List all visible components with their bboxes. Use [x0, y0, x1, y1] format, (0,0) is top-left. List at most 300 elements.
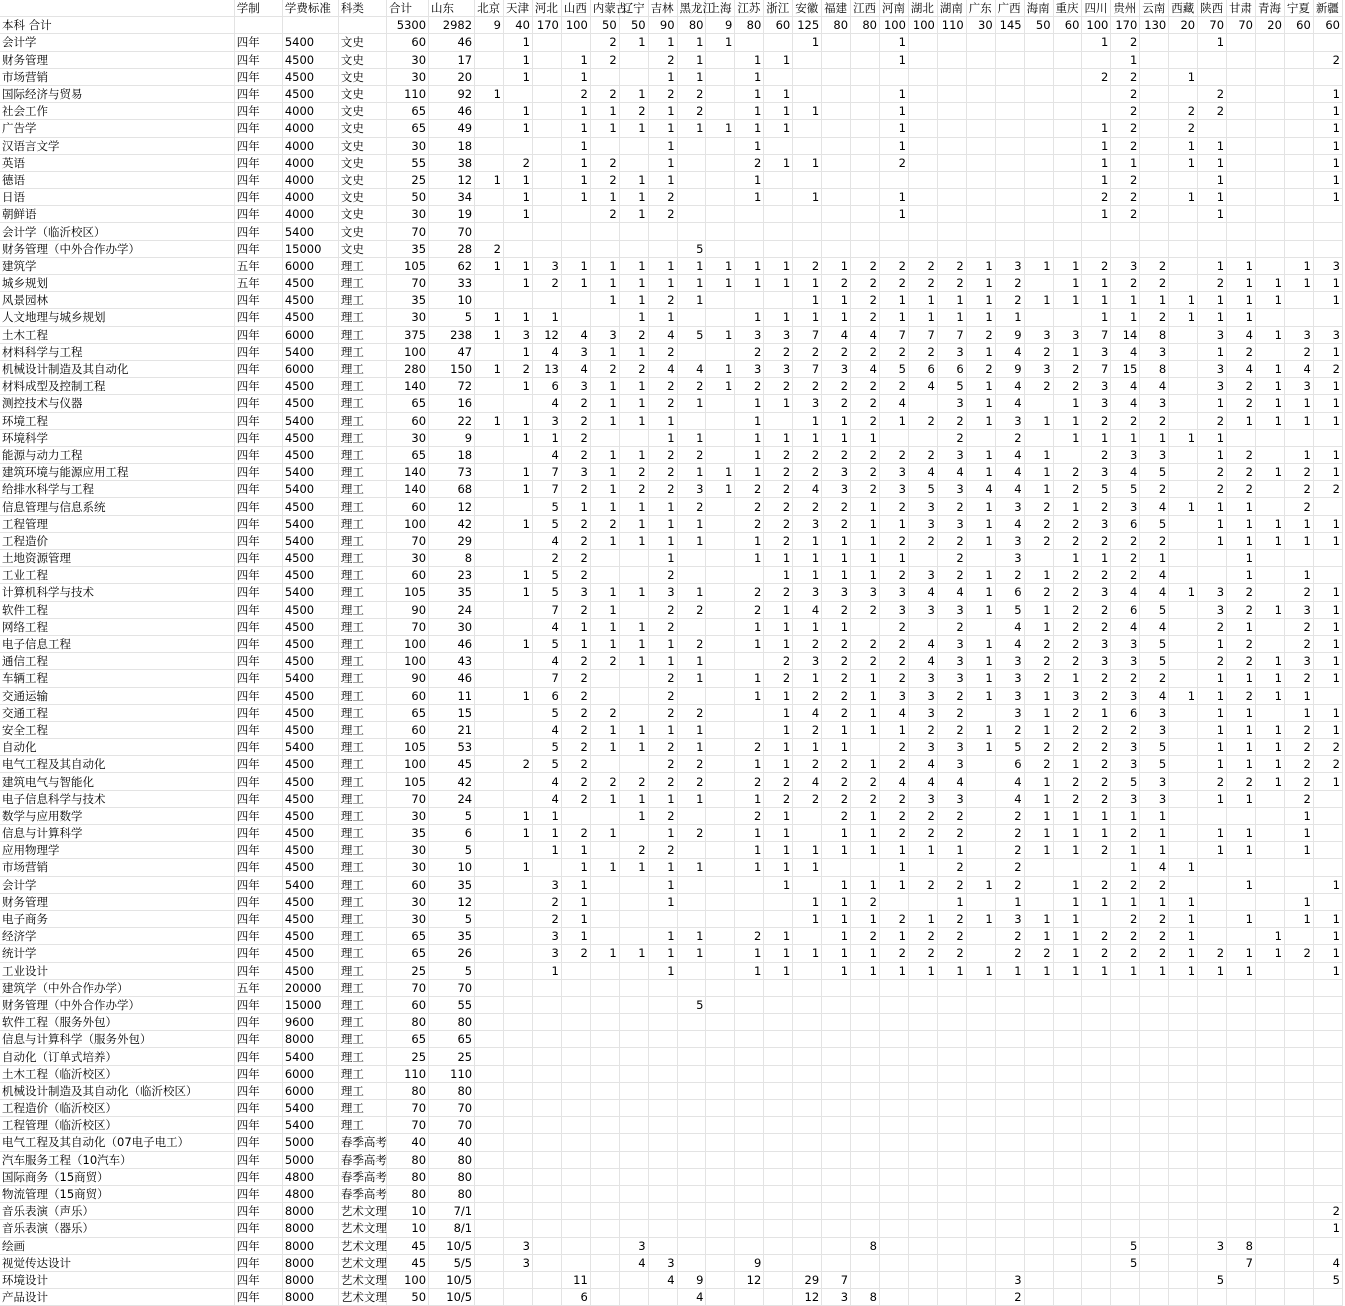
province-count[interactable]: [590, 1065, 619, 1082]
province-count[interactable]: [504, 292, 533, 309]
tuition[interactable]: 4500: [282, 618, 338, 635]
province-count[interactable]: 3: [1313, 257, 1342, 274]
shandong[interactable]: 5/5: [429, 1254, 475, 1271]
province-count[interactable]: 1: [1082, 120, 1111, 137]
province-count[interactable]: 3: [1111, 687, 1140, 704]
province-count[interactable]: [1227, 120, 1256, 137]
province-count[interactable]: 1: [1024, 567, 1053, 584]
province-count[interactable]: 2: [648, 739, 677, 756]
province-count[interactable]: [1198, 1117, 1227, 1134]
province-count[interactable]: [1169, 1082, 1198, 1099]
province-count[interactable]: 2: [1053, 773, 1082, 790]
province-count[interactable]: 1: [561, 51, 590, 68]
province-count[interactable]: 1: [822, 550, 851, 567]
province-count[interactable]: 2: [793, 721, 822, 738]
province-count[interactable]: 3: [1198, 378, 1227, 395]
shandong[interactable]: 5: [429, 910, 475, 927]
province-count[interactable]: [1313, 893, 1342, 910]
province-count[interactable]: 1: [619, 498, 648, 515]
province-count[interactable]: 2: [1111, 721, 1140, 738]
header-province[interactable]: 江苏: [735, 0, 764, 17]
province-count[interactable]: 1: [822, 721, 851, 738]
province-count[interactable]: [1140, 240, 1169, 257]
province-count[interactable]: [619, 1185, 648, 1202]
province-count[interactable]: [1227, 429, 1256, 446]
province-count[interactable]: [1255, 1168, 1284, 1185]
tuition[interactable]: 8000: [282, 1031, 338, 1048]
province-count[interactable]: 7: [822, 1271, 851, 1288]
province-count[interactable]: [561, 1117, 590, 1134]
province-count[interactable]: 1: [1198, 687, 1227, 704]
province-count[interactable]: [908, 1220, 937, 1237]
province-count[interactable]: [1255, 876, 1284, 893]
province-count[interactable]: [1024, 1065, 1053, 1082]
tuition[interactable]: 4000: [282, 103, 338, 120]
category[interactable]: 理工: [338, 292, 386, 309]
province-count[interactable]: 1: [590, 584, 619, 601]
province-count[interactable]: [504, 601, 533, 618]
province-count[interactable]: [475, 1151, 504, 1168]
major-name[interactable]: 信息管理与信息系统: [0, 498, 234, 515]
province-count[interactable]: [475, 275, 504, 292]
province-count[interactable]: 1: [735, 257, 764, 274]
province-count[interactable]: [475, 876, 504, 893]
province-count[interactable]: 1: [735, 120, 764, 137]
province-count[interactable]: [1313, 1151, 1342, 1168]
province-count[interactable]: [619, 1031, 648, 1048]
province-count[interactable]: 1: [822, 842, 851, 859]
province-count[interactable]: [879, 1168, 908, 1185]
province-count[interactable]: [851, 103, 880, 120]
province-count[interactable]: [995, 1117, 1024, 1134]
totals-province[interactable]: 80: [735, 17, 764, 34]
province-count[interactable]: [1082, 1185, 1111, 1202]
province-count[interactable]: [822, 1237, 851, 1254]
major-name[interactable]: 会计学: [0, 876, 234, 893]
province-count[interactable]: [1053, 1271, 1082, 1288]
province-count[interactable]: [677, 1048, 706, 1065]
province-count[interactable]: [966, 1065, 995, 1082]
province-count[interactable]: 2: [475, 240, 504, 257]
province-count[interactable]: 1: [1111, 842, 1140, 859]
province-count[interactable]: [1140, 189, 1169, 206]
province-count[interactable]: [1227, 928, 1256, 945]
province-count[interactable]: [706, 154, 735, 171]
province-count[interactable]: 8: [1140, 360, 1169, 377]
province-count[interactable]: [504, 893, 533, 910]
province-count[interactable]: [1284, 189, 1313, 206]
header-province[interactable]: 吉林: [648, 0, 677, 17]
province-count[interactable]: [706, 292, 735, 309]
province-count[interactable]: 2: [735, 515, 764, 532]
province-count[interactable]: 4: [532, 446, 561, 463]
province-count[interactable]: 4: [966, 481, 995, 498]
province-count[interactable]: 3: [879, 464, 908, 481]
province-count[interactable]: 1: [822, 257, 851, 274]
shandong[interactable]: 7/1: [429, 1203, 475, 1220]
province-count[interactable]: [504, 1117, 533, 1134]
major-name[interactable]: 经济学: [0, 928, 234, 945]
province-count[interactable]: [706, 653, 735, 670]
province-count[interactable]: [735, 1048, 764, 1065]
totals-province[interactable]: 80: [851, 17, 880, 34]
province-count[interactable]: [706, 842, 735, 859]
province-count[interactable]: [851, 739, 880, 756]
province-count[interactable]: [1053, 189, 1082, 206]
province-count[interactable]: 5: [532, 704, 561, 721]
tuition[interactable]: 5000: [282, 1151, 338, 1168]
province-count[interactable]: [504, 223, 533, 240]
province-count[interactable]: [1284, 859, 1313, 876]
province-count[interactable]: 1: [764, 120, 793, 137]
province-count[interactable]: 1: [1313, 137, 1342, 154]
province-count[interactable]: 1: [1284, 842, 1313, 859]
province-count[interactable]: [475, 584, 504, 601]
province-count[interactable]: 2: [851, 773, 880, 790]
duration[interactable]: 四年: [234, 85, 282, 102]
province-count[interactable]: 1: [1284, 567, 1313, 584]
province-count[interactable]: [966, 807, 995, 824]
province-count[interactable]: 3: [995, 910, 1024, 927]
province-count[interactable]: [1227, 1168, 1256, 1185]
province-count[interactable]: [851, 206, 880, 223]
province-count[interactable]: 1: [879, 85, 908, 102]
province-count[interactable]: [1198, 979, 1227, 996]
province-count[interactable]: 3: [1198, 326, 1227, 343]
province-count[interactable]: 5: [1140, 464, 1169, 481]
province-count[interactable]: [706, 928, 735, 945]
province-count[interactable]: 1: [966, 464, 995, 481]
total[interactable]: 30: [386, 51, 428, 68]
province-count[interactable]: [995, 223, 1024, 240]
province-count[interactable]: [1082, 85, 1111, 102]
province-count[interactable]: 2: [995, 928, 1024, 945]
province-count[interactable]: [822, 34, 851, 51]
province-count[interactable]: 3: [879, 584, 908, 601]
province-count[interactable]: [619, 979, 648, 996]
province-count[interactable]: 1: [504, 567, 533, 584]
province-count[interactable]: 2: [1284, 739, 1313, 756]
province-count[interactable]: [937, 103, 966, 120]
province-count[interactable]: [532, 171, 561, 188]
province-count[interactable]: 4: [532, 653, 561, 670]
province-count[interactable]: 2: [648, 687, 677, 704]
province-count[interactable]: 2: [822, 446, 851, 463]
province-count[interactable]: 1: [1255, 378, 1284, 395]
province-count[interactable]: [706, 68, 735, 85]
major-name[interactable]: 信息与计算科学（服务外包）: [0, 1031, 234, 1048]
province-count[interactable]: [937, 206, 966, 223]
tuition[interactable]: 4500: [282, 790, 338, 807]
province-count[interactable]: [619, 687, 648, 704]
category[interactable]: 理工: [338, 550, 386, 567]
duration[interactable]: 四年: [234, 412, 282, 429]
province-count[interactable]: 2: [648, 343, 677, 360]
province-count[interactable]: [908, 979, 937, 996]
category[interactable]: 理工: [338, 962, 386, 979]
province-count[interactable]: [851, 1065, 880, 1082]
province-count[interactable]: [1111, 1100, 1140, 1117]
province-count[interactable]: 1: [561, 842, 590, 859]
province-count[interactable]: [561, 1203, 590, 1220]
province-count[interactable]: 2: [879, 446, 908, 463]
province-count[interactable]: [793, 206, 822, 223]
province-count[interactable]: 2: [1111, 275, 1140, 292]
province-count[interactable]: [677, 807, 706, 824]
province-count[interactable]: [937, 979, 966, 996]
province-count[interactable]: [532, 1254, 561, 1271]
province-count[interactable]: [475, 446, 504, 463]
province-count[interactable]: [1024, 395, 1053, 412]
province-count[interactable]: [475, 945, 504, 962]
province-count[interactable]: 1: [822, 928, 851, 945]
province-count[interactable]: 2: [1198, 412, 1227, 429]
province-count[interactable]: [822, 223, 851, 240]
province-count[interactable]: 1: [764, 721, 793, 738]
province-count[interactable]: 1: [966, 257, 995, 274]
province-count[interactable]: [561, 309, 590, 326]
province-count[interactable]: 1: [764, 635, 793, 652]
province-count[interactable]: 1: [735, 618, 764, 635]
province-count[interactable]: [504, 704, 533, 721]
province-count[interactable]: 1: [735, 103, 764, 120]
province-count[interactable]: 2: [648, 601, 677, 618]
province-count[interactable]: [619, 1203, 648, 1220]
province-count[interactable]: 1: [706, 326, 735, 343]
province-count[interactable]: [1169, 635, 1198, 652]
province-count[interactable]: 1: [1255, 721, 1284, 738]
province-count[interactable]: 1: [619, 635, 648, 652]
province-count[interactable]: [793, 1237, 822, 1254]
province-count[interactable]: 15: [1111, 360, 1140, 377]
province-count[interactable]: 2: [822, 704, 851, 721]
province-count[interactable]: [590, 68, 619, 85]
province-count[interactable]: 1: [851, 515, 880, 532]
province-count[interactable]: 2: [590, 515, 619, 532]
province-count[interactable]: [735, 1082, 764, 1099]
province-count[interactable]: [1082, 240, 1111, 257]
province-count[interactable]: [793, 1254, 822, 1271]
province-count[interactable]: [1053, 223, 1082, 240]
province-count[interactable]: 4: [1313, 1254, 1342, 1271]
shandong[interactable]: 12: [429, 171, 475, 188]
province-count[interactable]: 1: [735, 532, 764, 549]
province-count[interactable]: 3: [937, 515, 966, 532]
province-count[interactable]: 1: [851, 567, 880, 584]
province-count[interactable]: 3: [1284, 601, 1313, 618]
province-count[interactable]: 4: [937, 584, 966, 601]
province-count[interactable]: 4: [908, 756, 937, 773]
category[interactable]: 理工: [338, 859, 386, 876]
province-count[interactable]: 2: [561, 567, 590, 584]
province-count[interactable]: [706, 1168, 735, 1185]
tuition[interactable]: 4500: [282, 429, 338, 446]
province-count[interactable]: 1: [735, 275, 764, 292]
province-count[interactable]: [532, 1237, 561, 1254]
province-count[interactable]: 4: [619, 1254, 648, 1271]
province-count[interactable]: [1024, 68, 1053, 85]
province-count[interactable]: [937, 240, 966, 257]
province-count[interactable]: [1255, 790, 1284, 807]
total[interactable]: 30: [386, 137, 428, 154]
province-count[interactable]: 1: [851, 670, 880, 687]
province-count[interactable]: [1227, 223, 1256, 240]
major-name[interactable]: 电子信息科学与技术: [0, 790, 234, 807]
province-count[interactable]: [1255, 343, 1284, 360]
province-count[interactable]: 1: [1313, 962, 1342, 979]
province-count[interactable]: [677, 876, 706, 893]
province-count[interactable]: 1: [1169, 189, 1198, 206]
province-count[interactable]: [1082, 1117, 1111, 1134]
province-count[interactable]: [879, 1220, 908, 1237]
province-count[interactable]: [1227, 240, 1256, 257]
province-count[interactable]: [966, 859, 995, 876]
header-total[interactable]: 合计: [386, 0, 428, 17]
province-count[interactable]: [1082, 1100, 1111, 1117]
province-count[interactable]: 1: [735, 85, 764, 102]
province-count[interactable]: [822, 1014, 851, 1031]
category[interactable]: 春季高考: [338, 1185, 386, 1202]
province-count[interactable]: [475, 1014, 504, 1031]
province-count[interactable]: [937, 1048, 966, 1065]
province-count[interactable]: [1255, 1203, 1284, 1220]
duration[interactable]: 四年: [234, 1185, 282, 1202]
province-count[interactable]: 2: [1053, 790, 1082, 807]
province-count[interactable]: [1140, 1134, 1169, 1151]
province-count[interactable]: [1198, 1048, 1227, 1065]
province-count[interactable]: 1: [648, 275, 677, 292]
province-count[interactable]: [908, 171, 937, 188]
province-count[interactable]: 2: [966, 360, 995, 377]
province-count[interactable]: [1227, 137, 1256, 154]
province-count[interactable]: 1: [966, 910, 995, 927]
province-count[interactable]: [966, 1237, 995, 1254]
province-count[interactable]: 1: [937, 893, 966, 910]
province-count[interactable]: [822, 1203, 851, 1220]
province-count[interactable]: 2: [561, 739, 590, 756]
province-count[interactable]: 1: [995, 893, 1024, 910]
shandong[interactable]: 24: [429, 790, 475, 807]
province-count[interactable]: [561, 807, 590, 824]
province-count[interactable]: 2: [1082, 412, 1111, 429]
province-count[interactable]: 1: [590, 618, 619, 635]
province-count[interactable]: 3: [1082, 343, 1111, 360]
province-count[interactable]: 5: [532, 498, 561, 515]
province-count[interactable]: [504, 550, 533, 567]
province-count[interactable]: [1169, 171, 1198, 188]
province-count[interactable]: [590, 807, 619, 824]
province-count[interactable]: 2: [1313, 756, 1342, 773]
province-count[interactable]: [706, 893, 735, 910]
province-count[interactable]: [1255, 1014, 1284, 1031]
province-count[interactable]: 1: [735, 945, 764, 962]
province-count[interactable]: 1: [504, 807, 533, 824]
province-count[interactable]: 1: [1198, 206, 1227, 223]
province-count[interactable]: 1: [504, 859, 533, 876]
province-count[interactable]: [735, 1031, 764, 1048]
province-count[interactable]: [532, 120, 561, 137]
province-count[interactable]: 1: [735, 756, 764, 773]
province-count[interactable]: [475, 1237, 504, 1254]
duration[interactable]: 四年: [234, 550, 282, 567]
tuition[interactable]: 5400: [282, 1117, 338, 1134]
province-count[interactable]: 1: [822, 910, 851, 927]
province-count[interactable]: 1: [619, 189, 648, 206]
province-count[interactable]: [1169, 446, 1198, 463]
province-count[interactable]: [706, 670, 735, 687]
province-count[interactable]: [966, 103, 995, 120]
category[interactable]: 理工: [338, 498, 386, 515]
province-count[interactable]: [908, 1168, 937, 1185]
province-count[interactable]: 1: [822, 962, 851, 979]
province-count[interactable]: 2: [937, 928, 966, 945]
province-count[interactable]: [648, 1185, 677, 1202]
province-count[interactable]: 1: [1313, 189, 1342, 206]
major-name[interactable]: 广告学: [0, 120, 234, 137]
province-count[interactable]: 1: [1024, 842, 1053, 859]
province-count[interactable]: [706, 945, 735, 962]
province-count[interactable]: [706, 103, 735, 120]
province-count[interactable]: 1: [908, 910, 937, 927]
province-count[interactable]: 5: [1140, 756, 1169, 773]
province-count[interactable]: [1284, 1151, 1313, 1168]
major-name[interactable]: 应用物理学: [0, 842, 234, 859]
province-count[interactable]: 1: [1313, 876, 1342, 893]
province-count[interactable]: [1140, 1237, 1169, 1254]
province-count[interactable]: 4: [532, 618, 561, 635]
province-count[interactable]: 2: [937, 618, 966, 635]
province-count[interactable]: 1: [1198, 790, 1227, 807]
province-count[interactable]: 1: [706, 34, 735, 51]
province-count[interactable]: [1284, 1203, 1313, 1220]
province-count[interactable]: 1: [1284, 446, 1313, 463]
province-count[interactable]: 3: [677, 481, 706, 498]
major-name[interactable]: 建筑环境与能源应用工程: [0, 464, 234, 481]
province-count[interactable]: 3: [1111, 756, 1140, 773]
province-count[interactable]: 2: [677, 85, 706, 102]
province-count[interactable]: [1255, 154, 1284, 171]
province-count[interactable]: 1: [1227, 825, 1256, 842]
tuition[interactable]: 6000: [282, 326, 338, 343]
province-count[interactable]: 1: [1313, 910, 1342, 927]
province-count[interactable]: [677, 1117, 706, 1134]
province-count[interactable]: 1: [619, 790, 648, 807]
category[interactable]: 理工: [338, 395, 386, 412]
province-count[interactable]: 6: [1111, 515, 1140, 532]
province-count[interactable]: 2: [793, 790, 822, 807]
category[interactable]: 文史: [338, 240, 386, 257]
province-count[interactable]: [561, 1185, 590, 1202]
province-count[interactable]: 2: [908, 807, 937, 824]
province-count[interactable]: [1255, 1289, 1284, 1306]
province-count[interactable]: [504, 962, 533, 979]
province-count[interactable]: 6: [532, 378, 561, 395]
province-count[interactable]: 1: [822, 945, 851, 962]
total[interactable]: 90: [386, 601, 428, 618]
province-count[interactable]: 1: [735, 189, 764, 206]
province-count[interactable]: 1: [504, 412, 533, 429]
province-count[interactable]: 3: [1082, 378, 1111, 395]
province-count[interactable]: [1198, 1289, 1227, 1306]
province-count[interactable]: [1053, 1185, 1082, 1202]
totals-province[interactable]: 60: [1313, 17, 1342, 34]
province-count[interactable]: [937, 1289, 966, 1306]
province-count[interactable]: [1169, 223, 1198, 240]
province-count[interactable]: [1111, 1289, 1140, 1306]
province-count[interactable]: 1: [1082, 704, 1111, 721]
province-count[interactable]: 2: [793, 464, 822, 481]
major-name[interactable]: 环境科学: [0, 429, 234, 446]
